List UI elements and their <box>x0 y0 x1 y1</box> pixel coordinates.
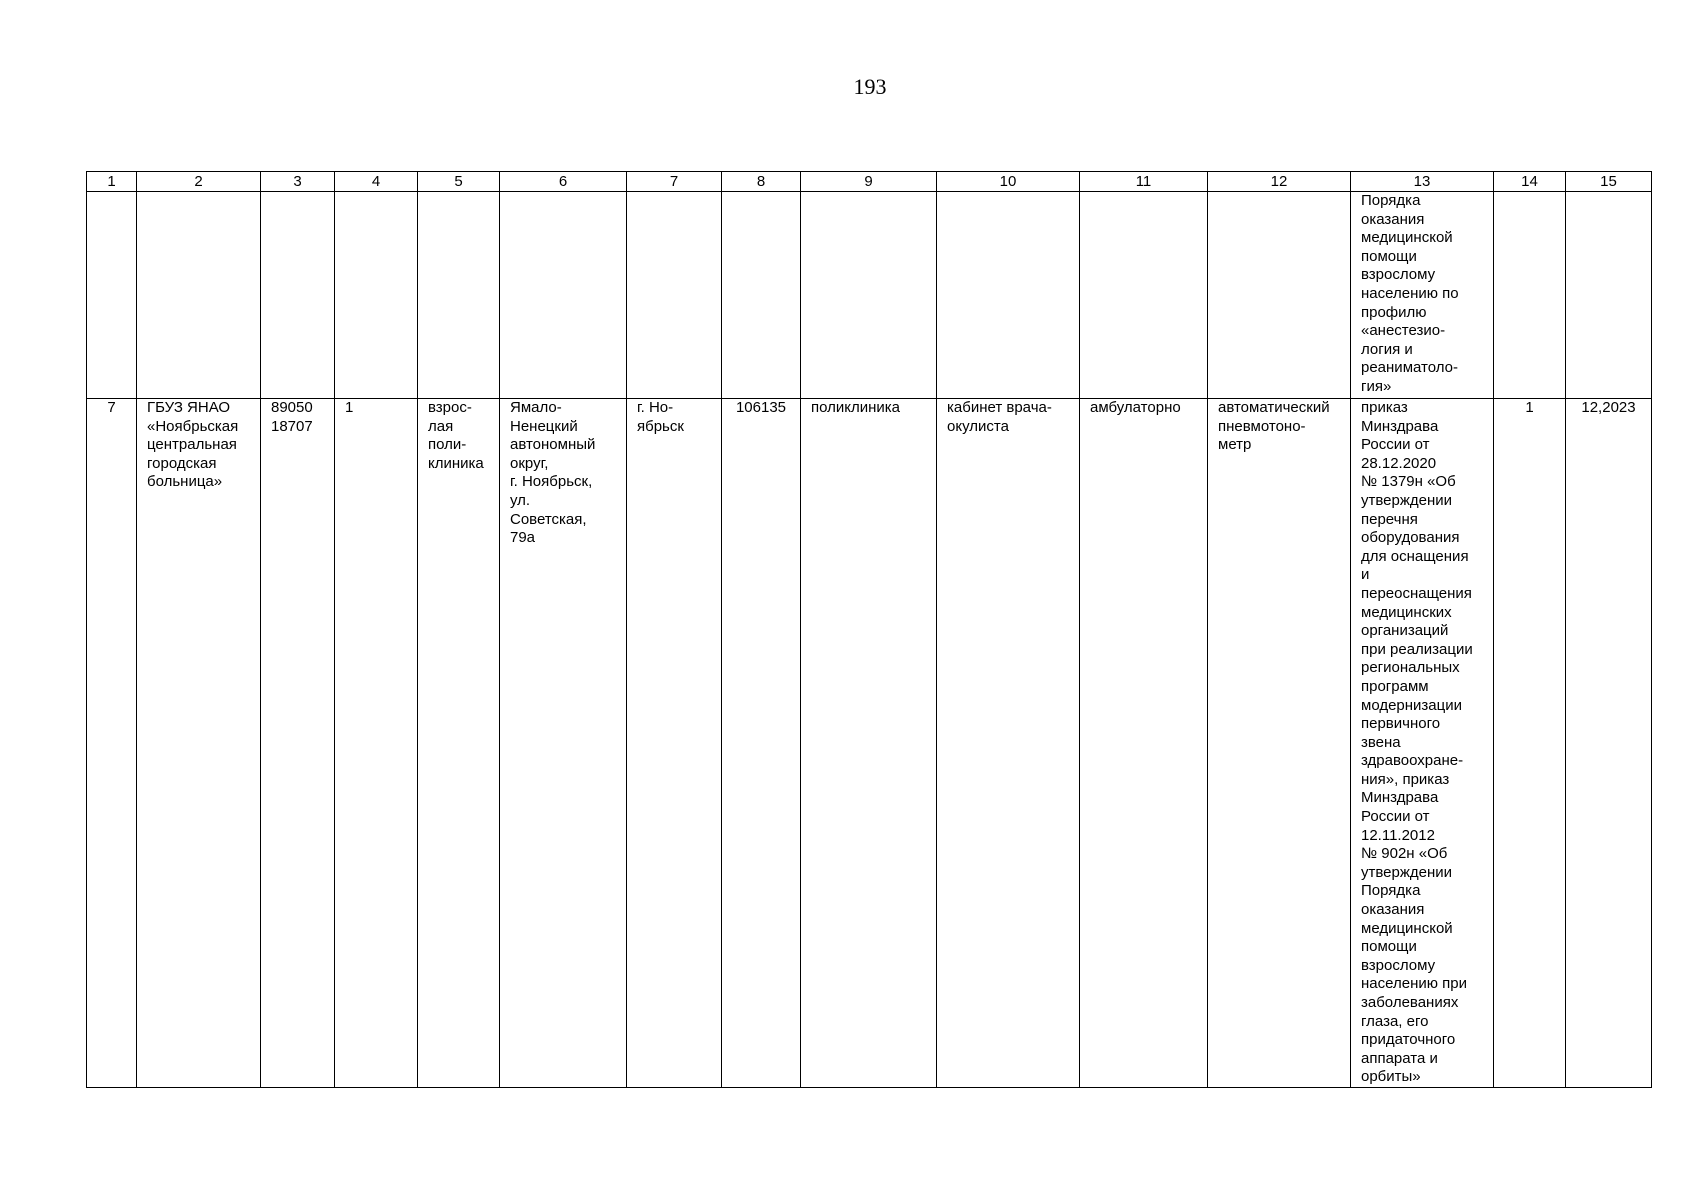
header-cell: 1 <box>87 172 137 192</box>
table-cell: 89050 18707 <box>261 399 335 1088</box>
table-cell: 1 <box>335 399 418 1088</box>
table-cell: поликлиника <box>801 399 937 1088</box>
table-cell <box>1208 192 1351 399</box>
table-cell: приказ Минздрава России от 28.12.2020 № 1379н «Об утверждении перечня оборудования для оснащения и переоснащения медицинских организаций при реализации региональных программ модернизации первичного звена здравоохране- ния», приказ Минздрава России от 12.11.2012 № 902н «Об утверждении Порядка оказания медицинской помощи взрослому населению при заболеваниях глаза, его придаточного аппарата и орбиты» <box>1351 399 1494 1088</box>
header-cell: 12 <box>1208 172 1351 192</box>
table-cell <box>1494 192 1566 399</box>
table-cell: ГБУЗ ЯНАО «Ноябрьская центральная городская больница» <box>137 399 261 1088</box>
header-cell: 13 <box>1351 172 1494 192</box>
table-cell: 7 <box>87 399 137 1088</box>
table-cell: Ямало- Ненецкий автономный округ, г. Ноябрьск, ул. Советская, 79а <box>500 399 627 1088</box>
table-cell: Порядка оказания медицинской помощи взрослому населению по профилю «анестезио- логия и реаниматоло- гия» <box>1351 192 1494 399</box>
table-cell <box>137 192 261 399</box>
table-cell: 106135 <box>722 399 801 1088</box>
table-row <box>87 399 1652 1088</box>
table-cell <box>801 192 937 399</box>
page-number: 193 <box>853 74 887 99</box>
table-cell <box>937 192 1080 399</box>
table-header-row <box>87 172 1652 192</box>
table-cell <box>87 192 137 399</box>
table-cell <box>261 192 335 399</box>
table-cell: взрос- лая поли- клиника <box>418 399 500 1088</box>
equipment-table <box>86 171 1652 1088</box>
table-cell: автоматический пневмотоно- метр <box>1208 399 1351 1088</box>
header-cell: 5 <box>418 172 500 192</box>
table-row <box>87 192 1652 399</box>
table-cell: кабинет врача- окулиста <box>937 399 1080 1088</box>
table-cell <box>1080 192 1208 399</box>
header-cell: 8 <box>722 172 801 192</box>
table-cell: амбулаторно <box>1080 399 1208 1088</box>
table-cell <box>627 192 722 399</box>
header-cell: 9 <box>801 172 937 192</box>
header-cell: 10 <box>937 172 1080 192</box>
header-cell: 6 <box>500 172 627 192</box>
table-cell <box>335 192 418 399</box>
table-cell <box>722 192 801 399</box>
table-cell: г. Но- ябрьск <box>627 399 722 1088</box>
header-cell: 14 <box>1494 172 1566 192</box>
header-cell: 4 <box>335 172 418 192</box>
table-cell: 1 <box>1494 399 1566 1088</box>
header-cell: 7 <box>627 172 722 192</box>
header-cell: 3 <box>261 172 335 192</box>
table-cell: 12,2023 <box>1566 399 1652 1088</box>
header-cell: 2 <box>137 172 261 192</box>
table-cell <box>500 192 627 399</box>
table-cell <box>418 192 500 399</box>
table-cell <box>1566 192 1652 399</box>
header-cell: 11 <box>1080 172 1208 192</box>
header-cell: 15 <box>1566 172 1652 192</box>
